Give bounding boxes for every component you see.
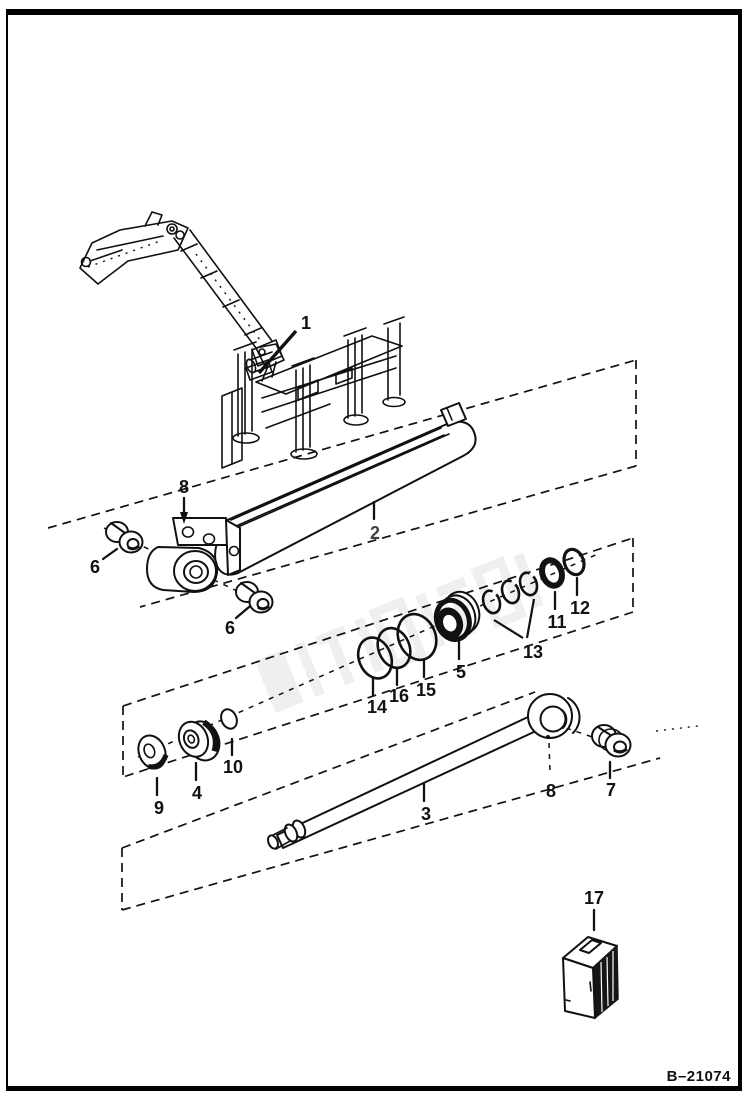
bushing-6-upper — [106, 522, 143, 553]
boom-cylinder-case-assembly — [147, 403, 476, 592]
seal-kit-box-17 — [563, 937, 618, 1018]
callout-6-left: 6 — [89, 557, 101, 577]
rod-shaft — [277, 717, 536, 848]
callout-16: 16 — [388, 686, 410, 706]
callout-11: 11 — [547, 612, 567, 632]
base-clevis-plate — [173, 518, 231, 545]
bushing-7 — [592, 725, 631, 757]
cylinder-tube — [215, 422, 476, 575]
callout-10: 10 — [222, 757, 244, 777]
callout-15: 15 — [415, 680, 437, 700]
callout-2: 2 — [369, 523, 381, 543]
piston-4 — [174, 714, 225, 768]
callout-13: 13 — [522, 642, 544, 662]
cylinder-rod-assembly — [266, 694, 579, 850]
figure-number: B–21074 — [666, 1068, 731, 1085]
callout-12: 12 — [569, 598, 591, 618]
callout-leaders — [103, 331, 610, 930]
callout-1: 1 — [300, 313, 312, 333]
rod-eye-axis-continuation — [656, 726, 698, 731]
callout-17: 17 — [583, 888, 605, 908]
bushing-6-lower — [236, 582, 273, 613]
callout-labels — [90, 313, 616, 908]
piston-seal-9 — [134, 731, 171, 772]
callout-6-lower: 6 — [224, 618, 236, 638]
callout-3: 3 — [420, 804, 432, 824]
callout-8-top: 8 — [178, 477, 190, 497]
callout-5: 5 — [455, 662, 467, 682]
callout-14: 14 — [366, 697, 388, 717]
seal-ring-11 — [539, 558, 566, 589]
excavator-thumbnail — [80, 212, 405, 468]
callout-4: 4 — [191, 783, 203, 803]
callout-8-lower: 8 — [545, 781, 557, 801]
o-ring-10 — [218, 707, 239, 731]
callout-9: 9 — [153, 798, 165, 818]
callout-7: 7 — [605, 780, 617, 800]
